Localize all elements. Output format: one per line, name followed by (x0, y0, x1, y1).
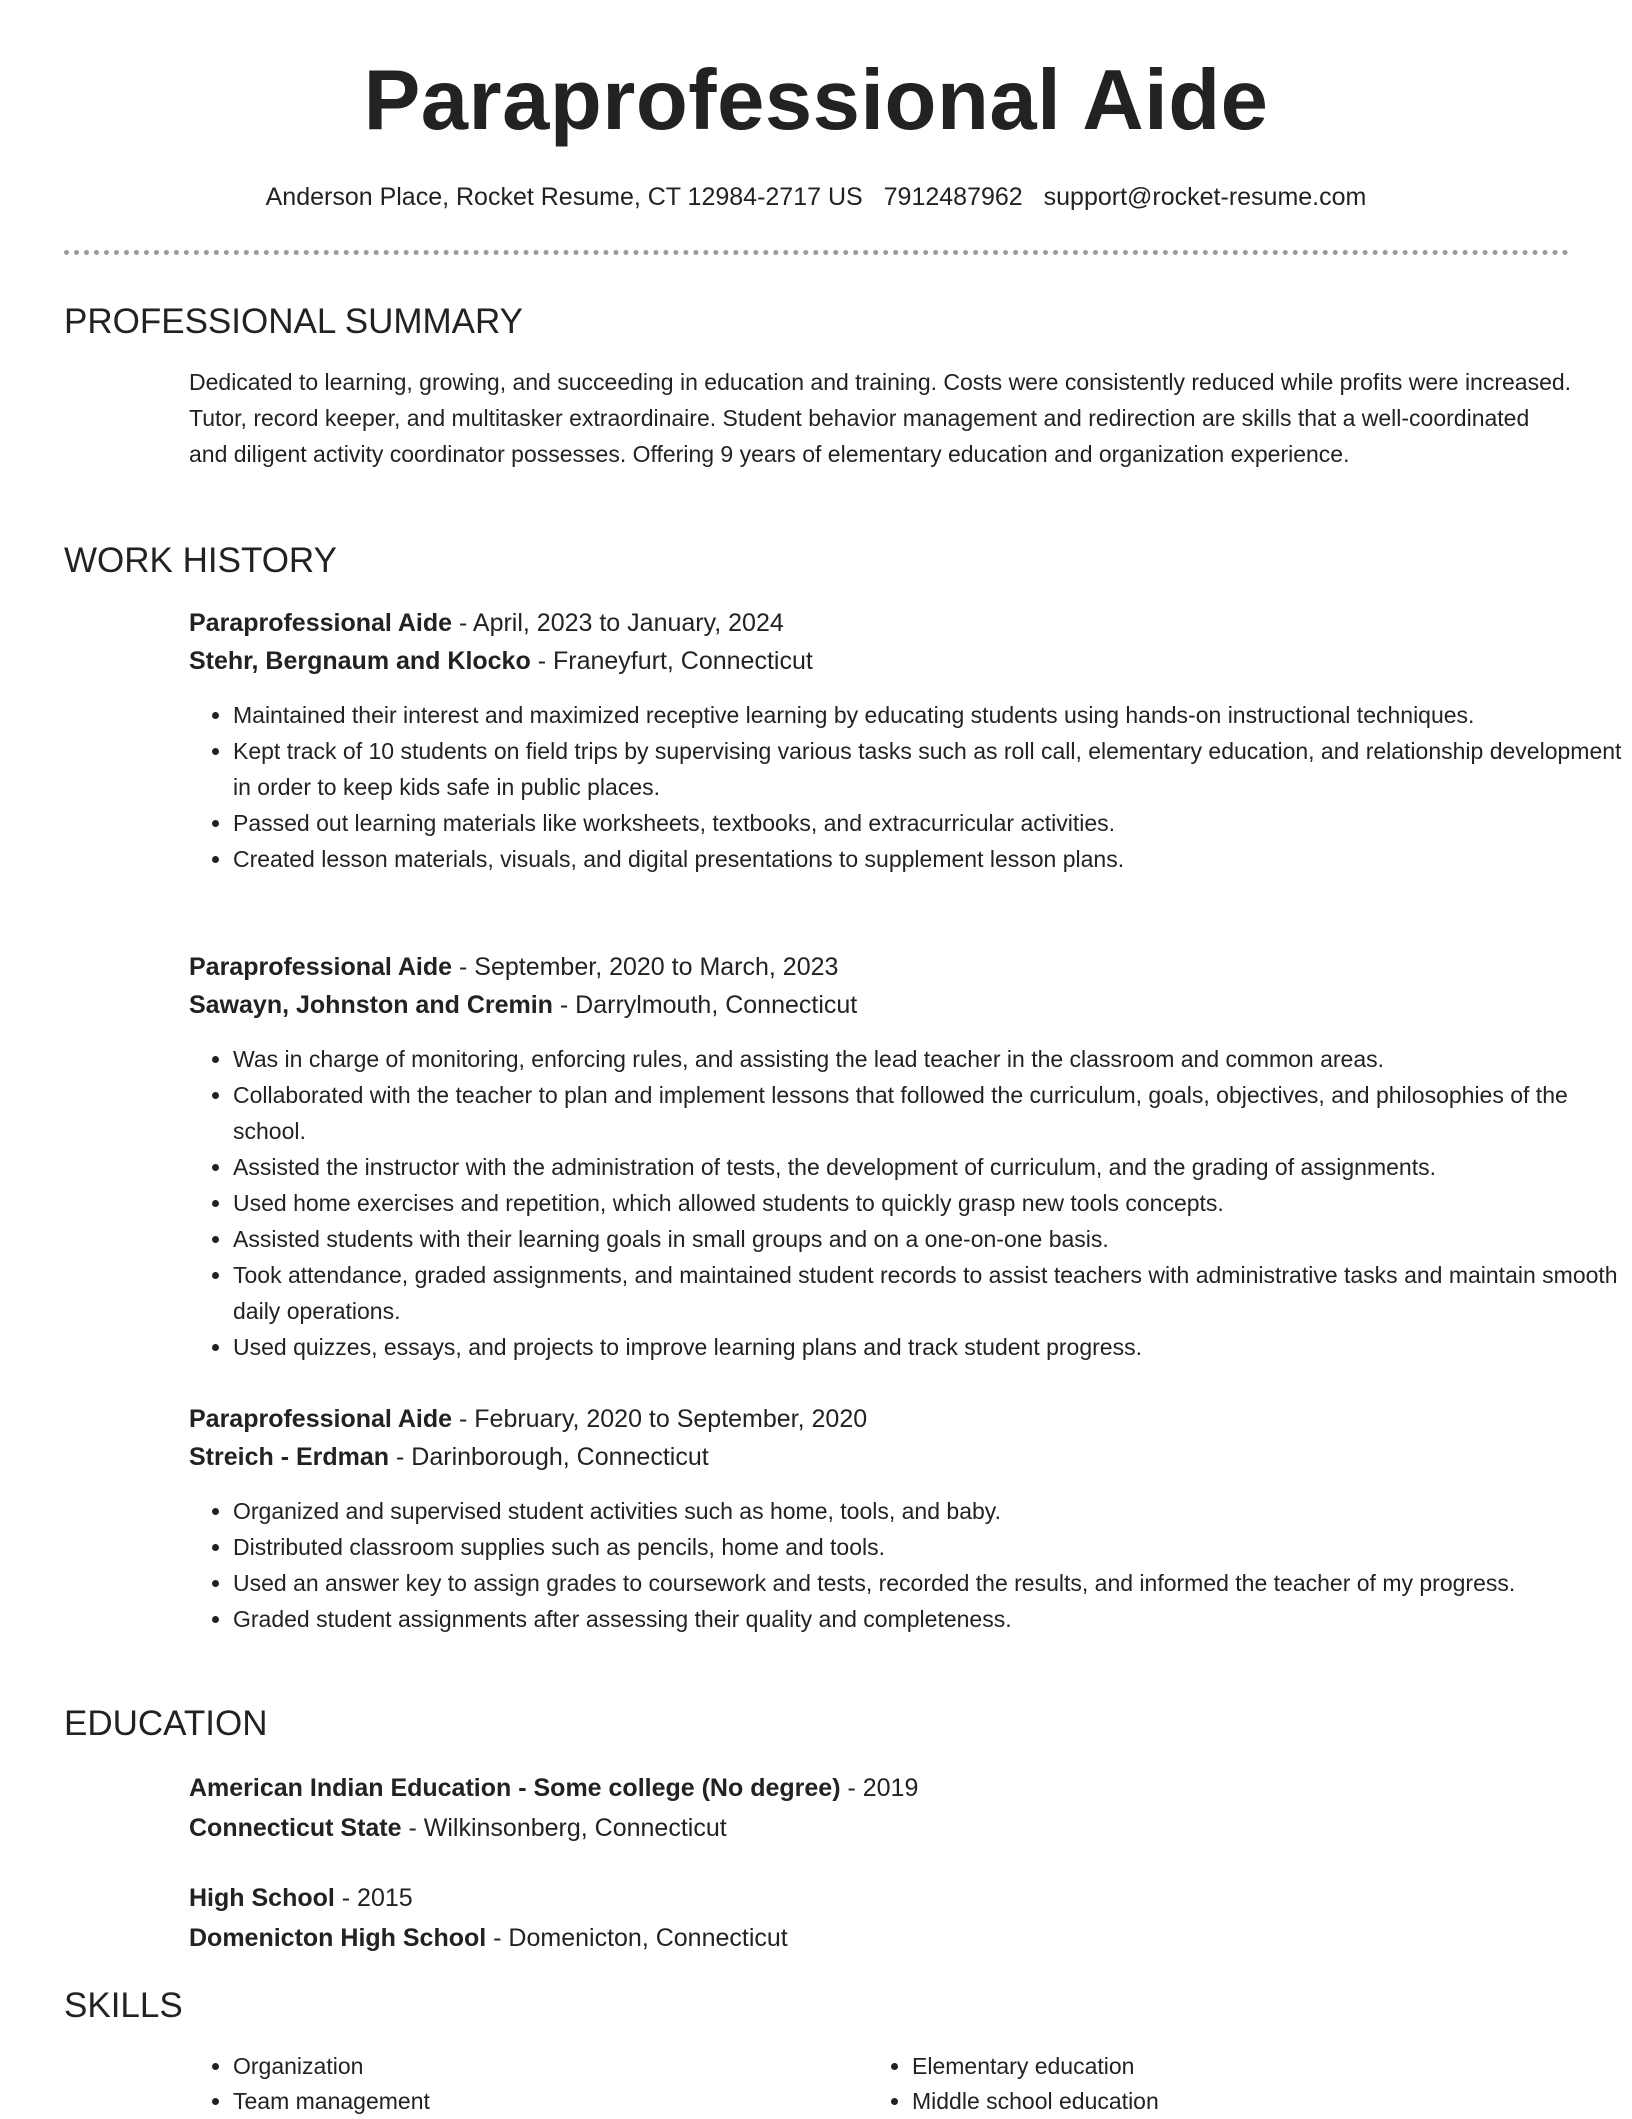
education-location: - Wilkinsonberg, Connecticut (401, 1814, 727, 1842)
summary-text: Dedicated to learning, growing, and succeeding in education and training. Costs were consistently reduced while profits were increased. Tutor, record keeper, and multitasker extraordinaire. Student behavior management and redirection are skills that a well-coordinated and diligent activity coordinator possesses. Offering 9 years of elementary education and organization experience. (189, 369, 1572, 467)
job-title: Paraprofessional Aide (189, 609, 453, 637)
candidate-name: Paraprofessional Aide (363, 53, 1269, 148)
job-title: Paraprofessional Aide (189, 953, 453, 981)
job-bullets (189, 697, 1623, 877)
job-company: Streich - Erdman (189, 1443, 390, 1471)
list-item: • Used home exercises and repetition, which allowed students to quickly grasp new tools concepts. (233, 1185, 1623, 1221)
job-company-line (189, 986, 1574, 1024)
education-school: Connecticut State (189, 1814, 402, 1842)
education-school-line (189, 1808, 1574, 1848)
education-degree-line (189, 1878, 1574, 1918)
contact-email: support@rocket-resume.com (1043, 183, 1367, 211)
job-title-line (189, 1400, 1574, 1438)
list-item: • Maintained their interest and maximized receptive learning by educating students using hands-on instructional techniques. (233, 697, 1623, 733)
job-entry (189, 604, 1574, 680)
contact-phone: 7912487962 (883, 183, 1023, 211)
list-item: • Used quizzes, essays, and projects to improve learning plans and track student progress. (233, 1329, 1623, 1365)
education-entry (189, 1768, 1574, 1848)
list-item: • Was in charge of monitoring, enforcing rules, and assisting the lead teacher in the classroom and common areas. (233, 1041, 1623, 1077)
education-heading: EDUCATION (64, 1704, 268, 1743)
job-bullets (189, 1493, 1623, 1637)
job-company: Sawayn, Johnston and Cremin (189, 991, 553, 1019)
list-item: • Took attendance, graded assignments, and maintained student records to assist teachers with administrative tasks and maintain smooth daily operations. (233, 1257, 1623, 1329)
job-location: - Darinborough, Connecticut (389, 1443, 709, 1471)
education-year: - 2019 (840, 1774, 919, 1802)
education-school: Domenicton High School (189, 1924, 487, 1952)
header-divider (64, 250, 1569, 255)
education-location: - Domenicton, Connecticut (486, 1924, 788, 1952)
skills-list-left (189, 2049, 833, 2119)
work-history-heading: WORK HISTORY (64, 541, 337, 580)
list-item: • Graded student assignments after assessing their quality and completeness. (233, 1601, 1623, 1637)
job-bullets (189, 1041, 1623, 1365)
skills-heading: SKILLS (64, 1986, 183, 2025)
education-degree: High School (189, 1884, 335, 1912)
education-degree: American Indian Education - Some college (No degree) (189, 1774, 841, 1802)
list-item: • Created lesson materials, visuals, and digital presentations to supplement lesson plans. (233, 841, 1623, 877)
list-item: • Organized and supervised student activities such as home, tools, and baby. (233, 1493, 1623, 1529)
skill-item: • Elementary education (912, 2049, 1512, 2084)
summary-heading: PROFESSIONAL SUMMARY (64, 302, 523, 341)
job-dates: - September, 2020 to March, 2023 (452, 953, 839, 981)
skill-item: • Team management (233, 2084, 833, 2119)
list-item: • Used an answer key to assign grades to coursework and tests, recorded the results, and informed the teacher of my progress. (233, 1565, 1623, 1601)
list-item: • Assisted students with their learning goals in small groups and on a one-on-one basis. (233, 1221, 1623, 1257)
job-title: Paraprofessional Aide (189, 1405, 453, 1433)
job-dates: - April, 2023 to January, 2024 (452, 609, 784, 637)
list-item: • Kept track of 10 students on field trips by supervising various tasks such as roll call, elementary education, and relationship development in order to keep kids safe in public places. (233, 733, 1623, 805)
job-dates: - February, 2020 to September, 2020 (452, 1405, 868, 1433)
list-item: • Passed out learning materials like worksheets, textbooks, and extracurricular activities. (233, 805, 1623, 841)
contact-address: Anderson Place, Rocket Resume, CT 12984-2717 US (265, 183, 863, 211)
education-school-line (189, 1918, 1574, 1958)
job-title-line (189, 604, 1574, 642)
job-entry (189, 1400, 1574, 1476)
job-location: - Darrylmouth, Connecticut (552, 991, 858, 1019)
job-company: Stehr, Bergnaum and Klocko (189, 647, 531, 675)
education-year: - 2015 (334, 1884, 413, 1912)
skill-item: • Organization (233, 2049, 833, 2084)
job-entry (189, 948, 1574, 1024)
job-title-line (189, 948, 1574, 986)
list-item: • Distributed classroom supplies such as pencils, home and tools. (233, 1529, 1623, 1565)
contact-line (0, 183, 1632, 212)
job-company-line (189, 642, 1574, 680)
job-company-line (189, 1438, 1574, 1476)
education-degree-line (189, 1768, 1574, 1808)
list-item: • Assisted the instructor with the administration of tests, the development of curriculum, and the grading of assignments. (233, 1149, 1623, 1185)
skill-item: • Middle school education (912, 2084, 1512, 2119)
list-item: • Collaborated with the teacher to plan and implement lessons that followed the curriculum, goals, objectives, and philosophies of the school. (233, 1077, 1623, 1149)
job-location: - Franeyfurt, Connecticut (530, 647, 813, 675)
skills-list-right (868, 2049, 1512, 2119)
education-entry (189, 1878, 1574, 1958)
